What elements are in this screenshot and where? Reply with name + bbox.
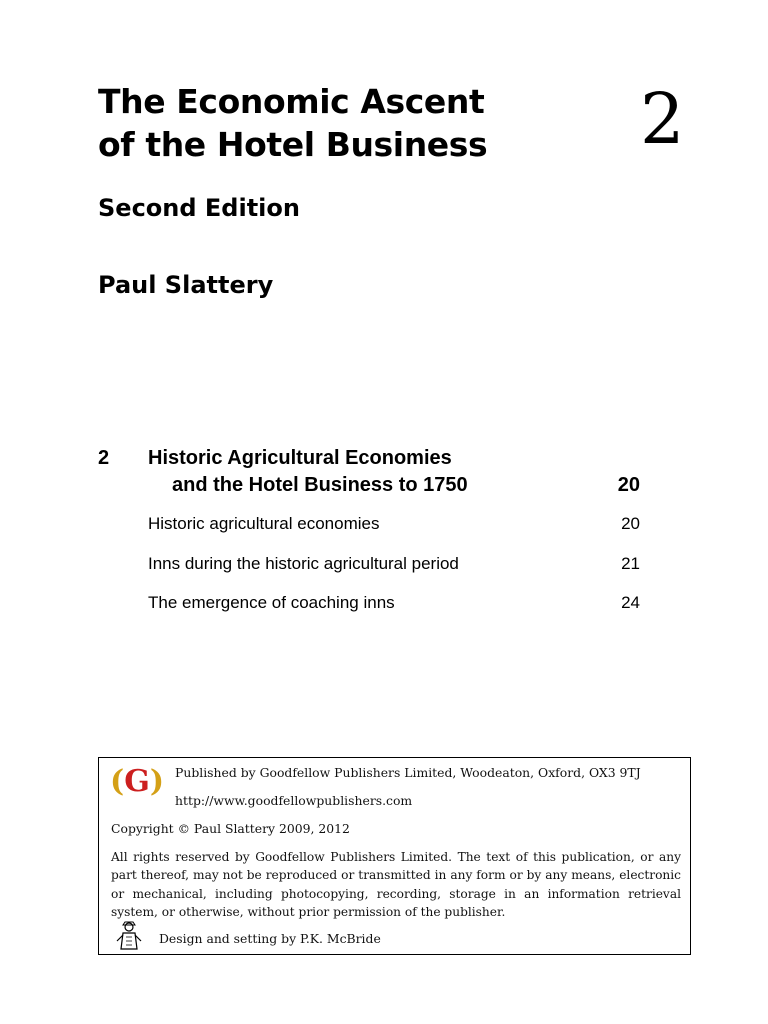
design-credit: Design and setting by P.K. McBride <box>159 931 381 946</box>
toc-chapter-page: 20 <box>617 474 640 496</box>
author-name: Paul Slattery <box>98 271 274 299</box>
book-title-line-1: The Economic Ascent <box>98 82 485 121</box>
toc-section-item[interactable] <box>98 591 640 631</box>
rights-statement: All rights reserved by Goodfellow Publishers Limited. The text of this publication, or any part thereof, may not be reproduced or transmitted in any form or by any means, electronic or mechanical, including photocopying, recording, storage in an information retrieval system, or otherwise, without prior permission of the publisher. <box>111 850 681 919</box>
edition-subtitle: Second Edition <box>98 194 300 222</box>
designer-figure-icon <box>115 921 143 951</box>
toc-chapter-title-line-2: and the Hotel Business to 1750 <box>172 474 468 496</box>
publisher-logo <box>110 762 164 802</box>
publisher-address: Published by Goodfellow Publishers Limited, Woodeaton, Oxford, OX3 9TJ <box>175 765 641 780</box>
toc-section-item[interactable] <box>98 512 640 552</box>
toc-chapter-number: 2 <box>98 447 110 469</box>
toc-section-list <box>98 512 640 631</box>
toc-section-page: 24 <box>621 593 640 612</box>
copyright-notice: Copyright © Paul Slattery 2009, 2012 <box>111 821 350 836</box>
table-of-contents <box>98 445 640 612</box>
book-title <box>98 80 487 166</box>
toc-section-page: 21 <box>621 553 640 573</box>
toc-section-label: The emergence of coaching inns <box>148 593 395 612</box>
toc-chapter-title-line-1: Historic Agricultural Economies <box>148 447 452 469</box>
book-title-line-2: of the Hotel Business <box>98 125 488 164</box>
logo-close-paren: ) <box>149 764 165 799</box>
toc-section-label: Inns during the historic agricultural period <box>148 553 459 573</box>
toc-section-label: Historic agricultural economies <box>148 514 380 533</box>
logo-letter: G <box>124 764 150 799</box>
publisher-url[interactable]: http://www.goodfellowpublishers.com <box>175 793 413 808</box>
toc-chapter-entry[interactable] <box>98 445 640 505</box>
toc-section-page: 20 <box>621 514 640 533</box>
logo-open-paren: ( <box>110 764 125 799</box>
toc-section-item[interactable] <box>98 552 640 592</box>
imprint-box <box>98 757 691 955</box>
chapter-number: 2 <box>640 78 685 160</box>
